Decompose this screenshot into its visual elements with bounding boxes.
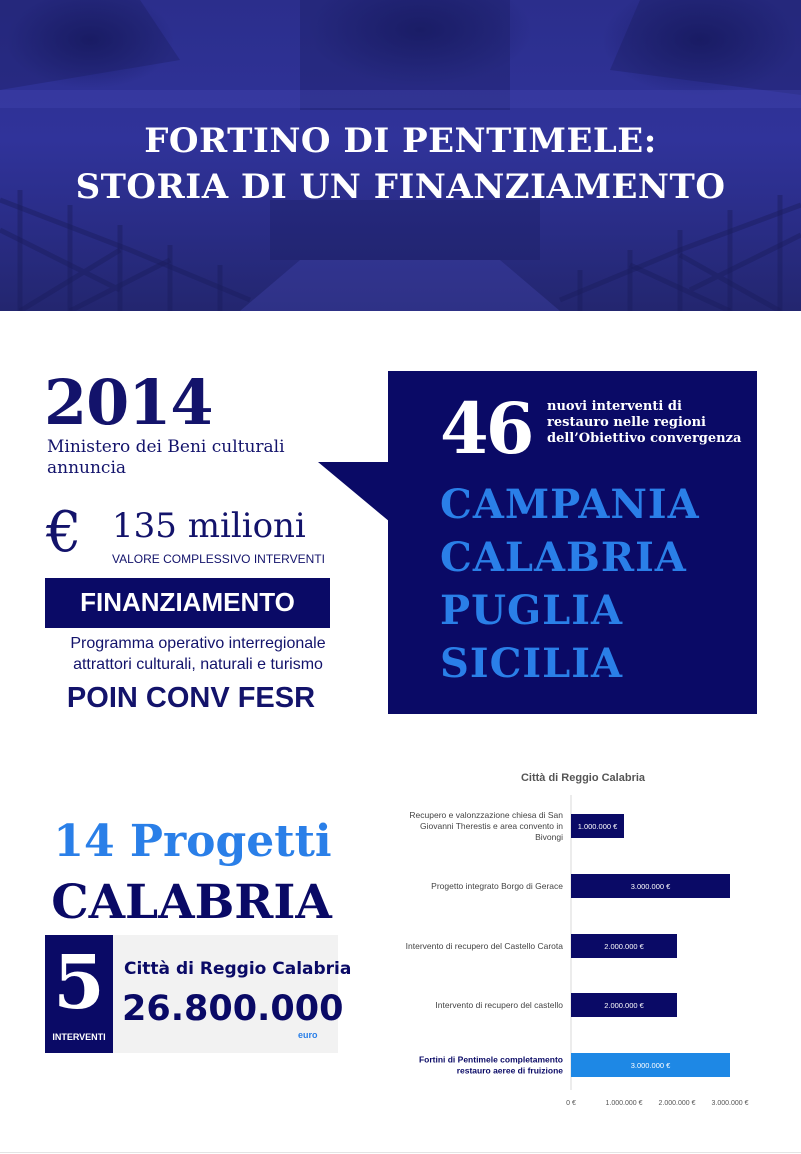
chart-x-tick-label: 3.000.000 € — [711, 1100, 749, 1107]
city-name: Città di Reggio Calabria — [124, 959, 352, 979]
footer-divider — [0, 1152, 801, 1153]
chart-bar-value-label: 3.000.000 € — [630, 882, 671, 891]
projects-count: 14 Progetti — [53, 816, 332, 867]
city-interventions-count: 5 — [53, 940, 105, 1026]
region-item: SICILIA — [440, 640, 624, 687]
chart-category-label: Intervento di recupero del Castello Carota — [405, 941, 563, 951]
ministry-announcement: Ministero dei Beni culturali annuncia — [47, 437, 285, 478]
region-item: PUGLIA — [440, 587, 623, 634]
program-code: POIN CONV FESR — [66, 682, 316, 714]
funding-label-box: FINANZIAMENTO — [45, 578, 330, 628]
euro-icon: € — [46, 500, 82, 565]
region-item: CALABRIA — [440, 534, 687, 581]
chart-bar-value-label: 2.000.000 € — [604, 1001, 644, 1010]
chart-x-tick-label: 1.000.000 € — [605, 1100, 643, 1107]
interventions-number: 46 — [440, 387, 532, 470]
total-amount: 135 milioni — [112, 506, 306, 546]
title-line-2: STORIA DI UN FINANZIAMENTO — [75, 167, 726, 207]
chart-title: Città di Reggio Calabria — [520, 772, 646, 784]
city-total-amount: 26.800.000 — [122, 989, 344, 1029]
city-interventions-label: INTERVENTI — [52, 1032, 106, 1042]
chart-category-label: Progetto integrato Borgo di Gerace — [431, 881, 563, 891]
chart-bar-value-label: 1.000.000 € — [577, 822, 618, 831]
region-heading: CALABRIA — [51, 875, 332, 930]
chart-x-tick-label: 0 € — [566, 1100, 576, 1107]
chart-category-label: Recupero e valonzzazione chiesa di San Giovanni Therestis e area convento in Bivongi — [409, 810, 563, 842]
chart-x-tick-label: 2.000.000 € — [658, 1100, 696, 1107]
chart-category-label: Intervento di recupero del castello — [435, 1000, 563, 1010]
total-amount-caption: VALORE COMPLESSIVO INTERVENTI — [112, 552, 325, 566]
region-item: CAMPANIA — [440, 481, 700, 528]
year-heading: 2014 — [44, 366, 213, 439]
chart-category-label: Fortini di Pentimele completamento restauro aeree di fruizione — [418, 1054, 563, 1076]
interventions-description: nuovi interventi di restauro nelle regioni dell’Obiettivo convergenza — [547, 399, 742, 446]
chart-bar-value-label: 3.000.000 € — [630, 1061, 671, 1070]
title-line-1: FORTINO DI PENTIMELE: — [144, 121, 657, 161]
city-total-unit: euro — [298, 1030, 318, 1040]
program-description: Programma operativo interregionale attrattori culturali, naturali e turismo — [70, 635, 326, 673]
chart-bar-value-label: 2.000.000 € — [604, 942, 644, 951]
